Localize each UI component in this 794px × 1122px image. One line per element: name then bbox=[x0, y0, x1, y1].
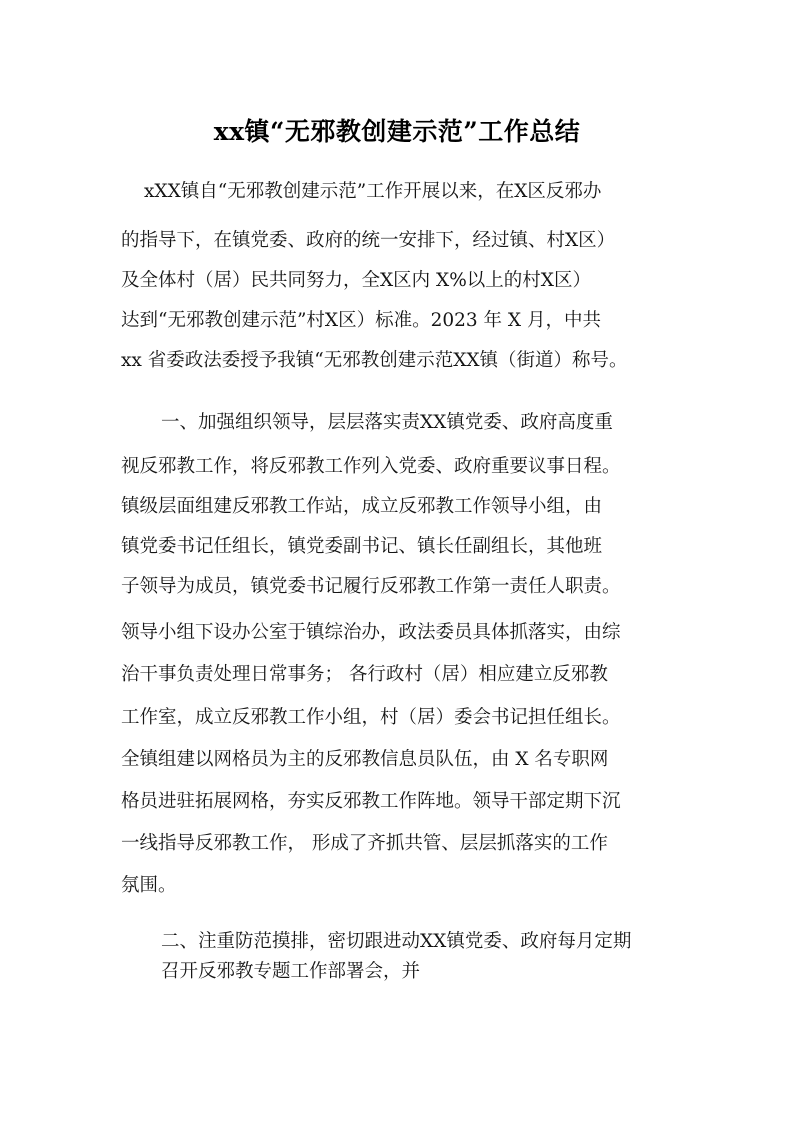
paragraph-2-line-7: 治干事负责处理日常事务； 各行政村（居）相应建立反邪教 bbox=[121, 664, 608, 685]
paragraph-2-line-3: 镇级层面组建反邪教工作站，成立反邪教工作领导小组，由 bbox=[121, 496, 603, 517]
paragraph-1-line-1: xXX镇自“无邪教创建示范”工作开展以来，在X区反邪办 bbox=[144, 181, 602, 202]
paragraph-2-line-1: 一、加强组织领导，层层落实责XX镇党委、政府高度重 bbox=[161, 412, 613, 433]
paragraph-2-line-12: 氛围。 bbox=[121, 875, 177, 896]
paragraph-3-line-1: 二、注重防范摸排，密切跟进动XX镇党委、政府每月定期 bbox=[161, 931, 632, 952]
document-title: xx镇“无邪教创建示范”工作总结 bbox=[213, 117, 581, 146]
paragraph-1-line-3: 及全体村（居）民共同努力，全X区内 X%以上的村X区） bbox=[121, 270, 591, 291]
paragraph-1-line-2: 的指导下，在镇党委、政府的统一安排下，经过镇、村X区） bbox=[121, 230, 616, 251]
paragraph-2-line-9: 全镇组建以网格员为主的反邪教信息员队伍，由 X 名专职网 bbox=[121, 749, 609, 770]
paragraph-2-line-11: 一线指导反邪教工作， 形成了齐抓共管、层层抓落实的工作 bbox=[121, 833, 608, 854]
paragraph-2-line-2: 视反邪教工作，将反邪教工作列入党委、政府重要议事日程。 bbox=[121, 456, 621, 477]
paragraph-2-line-4: 镇党委书记任组长，镇党委副书记、镇长任副组长，其他班 bbox=[121, 536, 603, 557]
paragraph-1-line-4: 达到“无邪教创建示范”村X区）标准。2023 年 X 月，中共 bbox=[121, 310, 601, 331]
paragraph-3-line-2: 召开反邪教专题工作部署会，并 bbox=[161, 961, 421, 982]
paragraph-2-line-6: 领导小组下设办公室于镇综治办，政法委员具体抓落实，由综 bbox=[121, 622, 621, 643]
paragraph-2-line-8: 工作室，成立反邪教工作小组，村（居）委会书记担任组长。 bbox=[121, 707, 621, 728]
paragraph-2-line-5: 子领导为成员，镇党委书记履行反邪教工作第一责任人职责。 bbox=[121, 576, 621, 597]
paragraph-1-line-5: xx 省委政法委授予我镇“无邪教创建示范XX镇（街道）称号。 bbox=[121, 350, 628, 371]
paragraph-2-line-10: 格员进驻拓展网格，夯实反邪教工作阵地。领导干部定期下沉 bbox=[121, 791, 621, 812]
